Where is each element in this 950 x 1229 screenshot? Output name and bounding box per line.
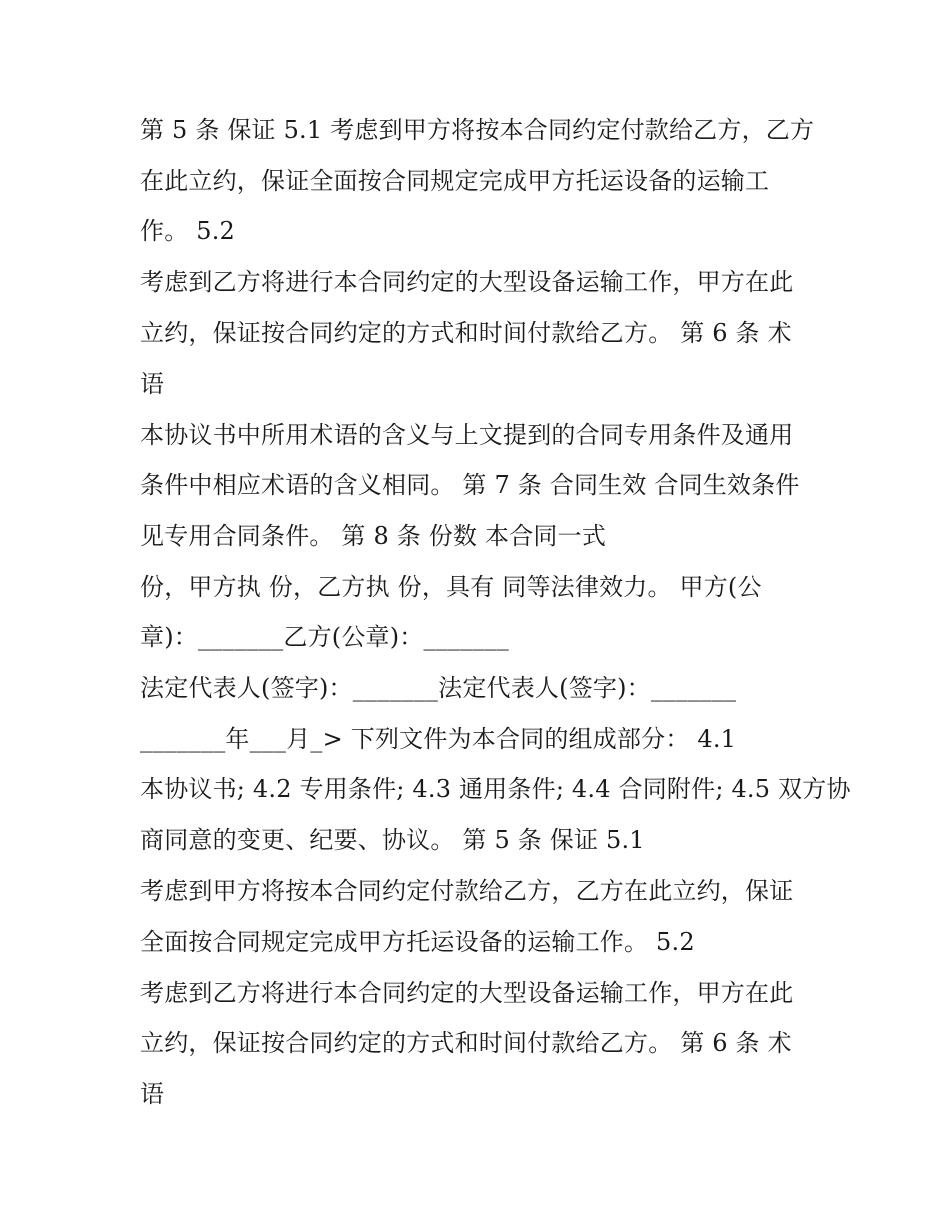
text-line-4: 考虑到乙方将进行本合同约定的大型设备运输工作，甲方在此 (140, 268, 794, 296)
text-line-16: 考虑到甲方将按本合同约定付款给乙方，乙方在此立约，保证 (140, 877, 794, 905)
text-line-3: 作。 5.2 (140, 217, 235, 245)
text-line-9: 见专用合同条件。 第 8 条 份数 本合同一式 (140, 522, 607, 550)
text-line-18: 考虑到乙方将进行本合同约定的大型设备运输工作，甲方在此 (140, 979, 794, 1007)
text-line-2: 在此立约，保证全面按合同规定完成甲方托运设备的运输工 (140, 167, 770, 195)
text-line-12: 法定代表人(签字)：_______法定代表人(签字)：_______ (140, 674, 737, 702)
text-line-19: 立约，保证按合同约定的方式和时间付款给乙方。 第 6 条 术 (140, 1029, 792, 1057)
text-line-17: 全面按合同规定完成甲方托运设备的运输工作。 5.2 (140, 928, 695, 956)
text-line-15: 商同意的变更、纪要、协议。 第 5 条 保证 5.1 (140, 826, 645, 854)
text-line-14: 本协议书; 4.2 专用条件; 4.3 通用条件; 4.4 合同附件; 4.5 双方协 (140, 775, 851, 803)
text-line-13: _______年___月_> 下列文件为本合同的组成部分： 4.1 (140, 725, 737, 753)
text-line-10: 份，甲方执 份，乙方执 份，具有 同等法律效力。 甲方(公 (140, 573, 762, 601)
text-line-5: 立约，保证按合同约定的方式和时间付款给乙方。 第 6 条 术 (140, 319, 792, 347)
text-line-8: 条件中相应术语的含义相同。 第 7 条 合同生效 合同生效条件 (140, 471, 800, 499)
text-line-11: 章)：_______乙方(公章)：_______ (140, 623, 509, 651)
text-line-7: 本协议书中所用术语的含义与上文提到的合同专用条件及通用 (140, 421, 794, 449)
text-line-1: 第 5 条 保证 5.1 考虑到甲方将按本合同约定付款给乙方，乙方 (140, 116, 815, 144)
text-line-6: 语 (140, 370, 165, 398)
text-line-20: 语 (140, 1080, 165, 1108)
